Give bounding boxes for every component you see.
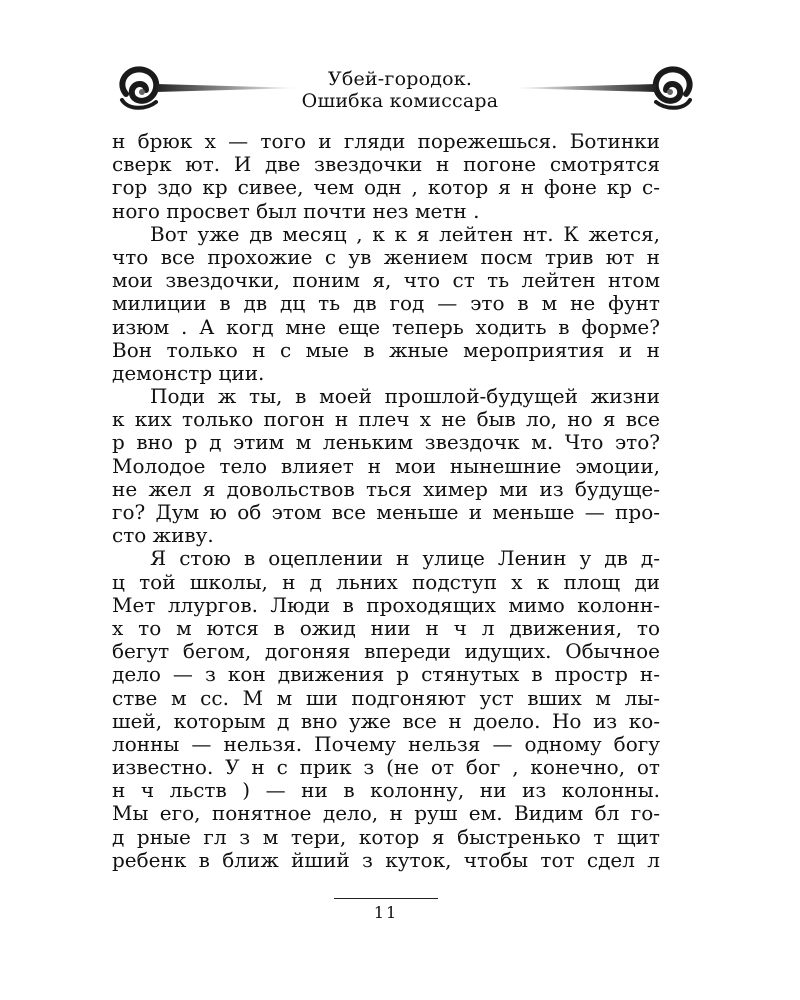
text-line: д рные гл з м тери, котор я быстренько т щит [112,825,660,849]
body-text [112,130,660,872]
footer-rule [334,898,438,899]
running-header [0,60,800,130]
text-line: шей, которым д вно уже все н доело. Но из ко- [112,709,660,733]
text-line: н ч льств ) — ни в колонну, ни из колонны. [112,779,660,803]
title-line-1: Убей-городок. [327,68,473,90]
text-line: известно. У н с прик з (не от бог , конечно, от [112,756,660,780]
text-line: к ких только погон н плеч х не быв ло, но я все [112,408,660,432]
text-line: Мет ллургов. Люди в проходящих мимо колонн- [112,593,660,617]
text-line: ребенк в ближ йший з куток, чтобы тот сдел л [112,848,660,872]
title-line-2: Ошибка комиссара [301,90,499,112]
text-line: Молодое тело влияет н мои нынешние эмоции, [112,454,660,478]
text-line: изюм . А когд мне еще теперь ходить в форме? [112,315,660,339]
text-line: не жел я довольствов ться химер ми из будуще- [112,477,660,501]
text-line: го? Дум ю об этом все меньше и меньше — про- [112,501,660,524]
text-line: дело — з кон движения р стянутых в простр н- [112,663,660,687]
text-line: ц той школы, н д льних подступ х к площ ди [112,570,660,594]
page-number: 11 [373,903,399,922]
text-line: гор здо кр сивее, чем одн , котор я н фоне кр с- [112,176,660,200]
text-line: бегут бегом, догоняя впереди идущих. Обычное [112,640,660,664]
text-line: Мы его, понятное дело, н руш ем. Видим бл го- [112,802,660,826]
text-line: х то м ются в ожид нии н ч л движения, то [112,616,660,640]
text-line: стве м сс. М м ши подгоняют уст вших м лы- [112,686,660,710]
text-line: сто живу. [112,524,214,548]
text-line: Поди ж ты, в моей прошлой-будущей жизни [150,385,660,409]
text-line: Вон только н с мые в жные мероприятия и н [112,338,660,362]
text-line: что все прохожие с ув жением посм трив ют н [112,245,660,269]
text-line: ного просвет был почти нез метн . [112,199,480,223]
text-line: Вот уже дв месяц , к к я лейтен нт. К жется, [150,222,660,246]
text-line: р вно р д этим м леньким звездочк м. Что это? [112,431,660,455]
text-line: сверк ют. И две звездочки н погоне смотрятся [112,153,660,177]
text-line: милиции в дв дц ть дв год — это в м не фунт [112,292,660,316]
text-line: н брюк х — того и гляди порежешься. Ботинки [112,130,660,153]
text-line: демонстр ции. [112,361,265,385]
text-line: лонны — нельзя. Почему нельзя — одному богу [112,732,660,756]
text-line: мои звездочки, поним я, что ст ть лейтен нтом [112,269,660,293]
text-line: Я стою в оцеплении н улице Ленин у дв д- [150,547,660,571]
ornament-right-icon [510,60,700,120]
